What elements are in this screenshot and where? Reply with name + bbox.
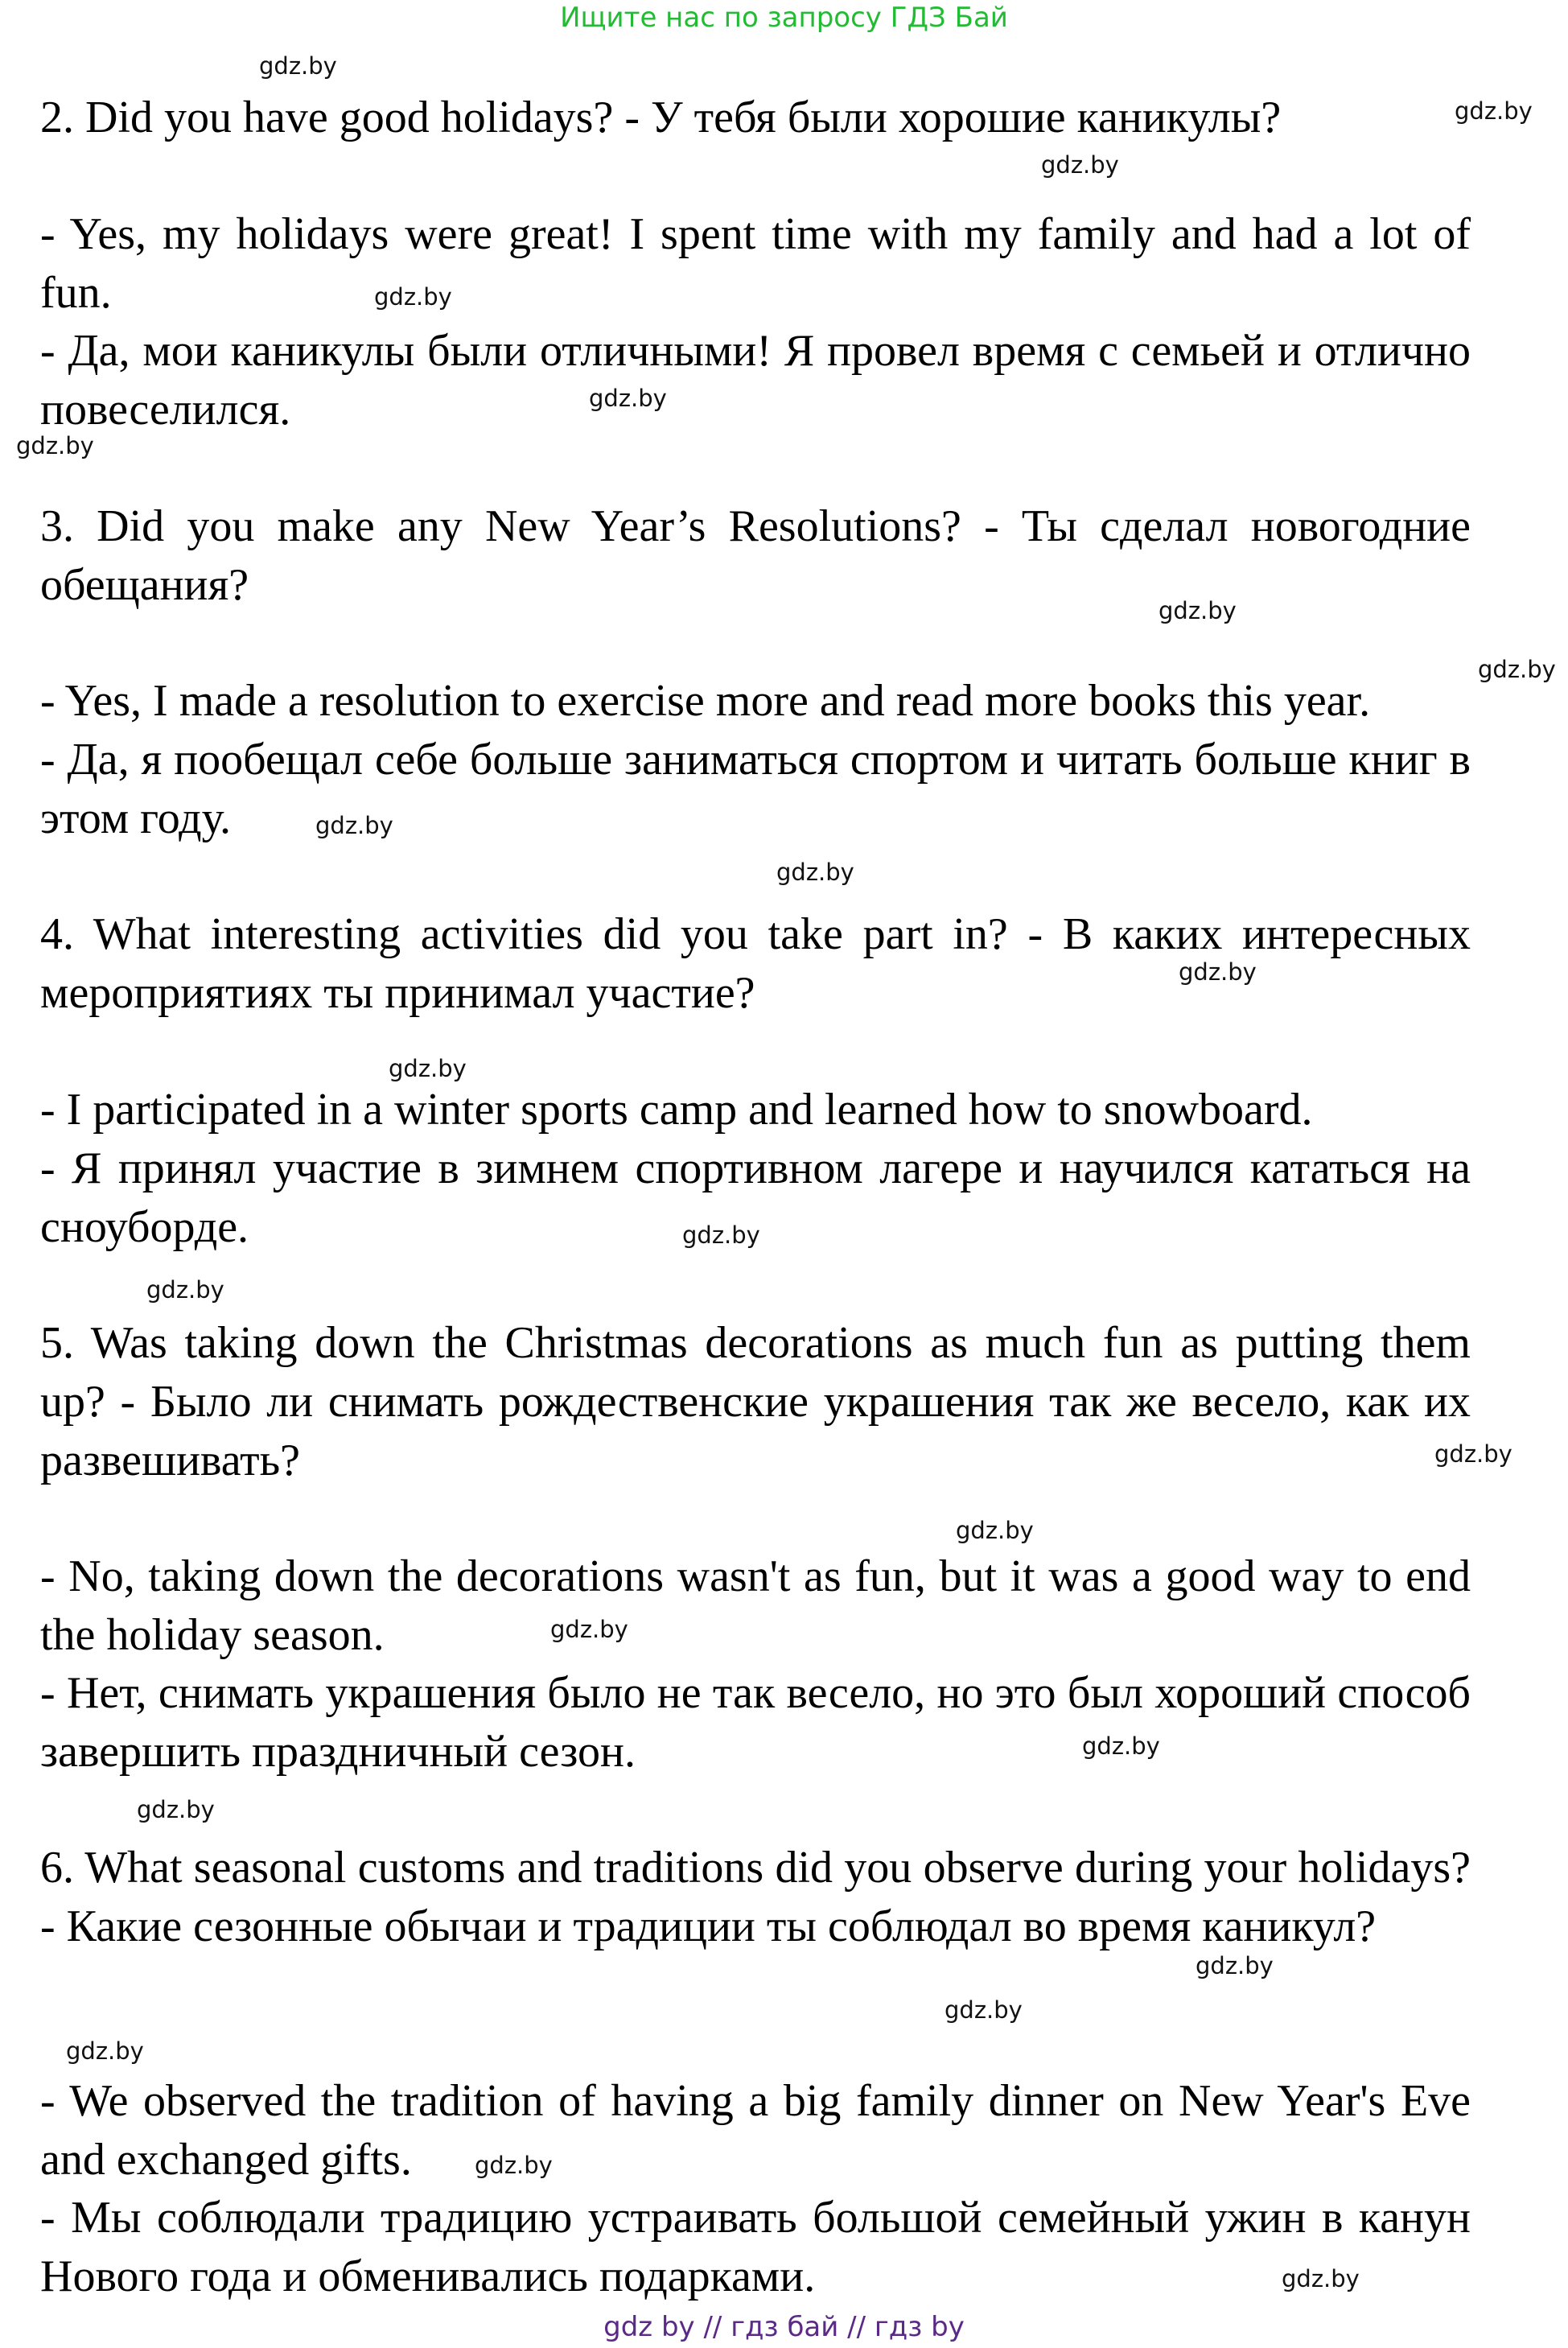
answer-3-english: - Yes, I made a resolution to exercise more and read more books this year.	[40, 676, 1371, 726]
search-hint-header: Ищите нас по запросу ГДЗ Бай	[560, 2, 1008, 34]
watermark: gdz.by	[374, 283, 452, 311]
watermark: gdz.by	[146, 1276, 224, 1304]
question-2: 2. Did you have good holidays? - У тебя были хорошие каникулы?	[40, 93, 1282, 142]
answer-2-english: - Yes, my holidays were great! I spent time with my family and had a lot of fun.	[40, 209, 1471, 318]
watermark: gdz.by	[1196, 1952, 1274, 1979]
answer-4-english: - I participated in a winter sports camp and learned how to snowboard.	[40, 1085, 1313, 1135]
watermark: gdz.by	[1179, 958, 1257, 986]
answer-2-russian: - Да, мои каникулы были отличными! Я провел время с семьей и отлично повеселился.	[40, 326, 1471, 435]
answer-5-russian: - Нет, снимать украшения было не так весело, но это был хороший способ завершить праздничный сезон.	[40, 1668, 1471, 1777]
question-6: 6. What seasonal customs and traditions did you observe during your holidays? - Какие сезонные обычаи и традиции ты соблюдал во время каникул?	[40, 1843, 1471, 1951]
watermark: gdz.by	[1041, 151, 1119, 179]
watermark: gdz.by	[945, 1996, 1023, 2024]
watermark: gdz.by	[1082, 1732, 1160, 1760]
question-3: 3. Did you make any New Year’s Resolutions? - Ты сделал новогодние обещания?	[40, 501, 1471, 610]
watermark: gdz.by	[137, 1796, 215, 1823]
watermark: gdz.by	[1478, 656, 1556, 683]
question-5: 5. Was taking down the Christmas decorations as much fun as putting them up? - Было ли снимать рождественские украшения так же весело, как их развешивать?	[40, 1318, 1471, 1485]
question-4: 4. What interesting activities did you take part in? - В каких интересных мероприятиях ты принимал участие?	[40, 909, 1471, 1018]
watermark: gdz.by	[589, 385, 667, 412]
watermark: gdz.by	[1434, 1440, 1512, 1468]
watermark: gdz.by	[389, 1055, 467, 1082]
watermark: gdz.by	[956, 1517, 1034, 1544]
watermark: gdz.by	[16, 432, 94, 459]
watermark: gdz.by	[259, 52, 337, 80]
answer-6-english: - We observed the tradition of having a big family dinner on New Year's Eve and exchanged gifts.	[40, 2076, 1471, 2185]
watermark: gdz.by	[1159, 597, 1237, 624]
watermark: gdz.by	[66, 2037, 144, 2065]
answer-4-russian: - Я принял участие в зимнем спортивном лагере и научился кататься на сноуборде.	[40, 1143, 1471, 1252]
watermark: gdz.by	[550, 1616, 628, 1643]
watermark: gdz.by	[1282, 2265, 1360, 2292]
answer-5-english: - No, taking down the decorations wasn't as fun, but it was a good way to end the holiday season.	[40, 1551, 1471, 1660]
watermark: gdz.by	[1455, 97, 1533, 125]
answer-6-russian: - Мы соблюдали традицию устраивать большой семейный ужин в канун Нового года и обменивались подарками.	[40, 2193, 1471, 2301]
watermark: gdz.by	[682, 1221, 760, 1249]
answer-3-russian: - Да, я пообещал себе больше заниматься спортом и читать больше книг в этом году.	[40, 735, 1471, 843]
watermark: gdz.by	[475, 2152, 553, 2179]
watermark: gdz.by	[315, 812, 393, 839]
watermark: gdz.by	[776, 859, 854, 886]
site-footer: gdz by // гдз бай // гдз by	[603, 2311, 965, 2343]
